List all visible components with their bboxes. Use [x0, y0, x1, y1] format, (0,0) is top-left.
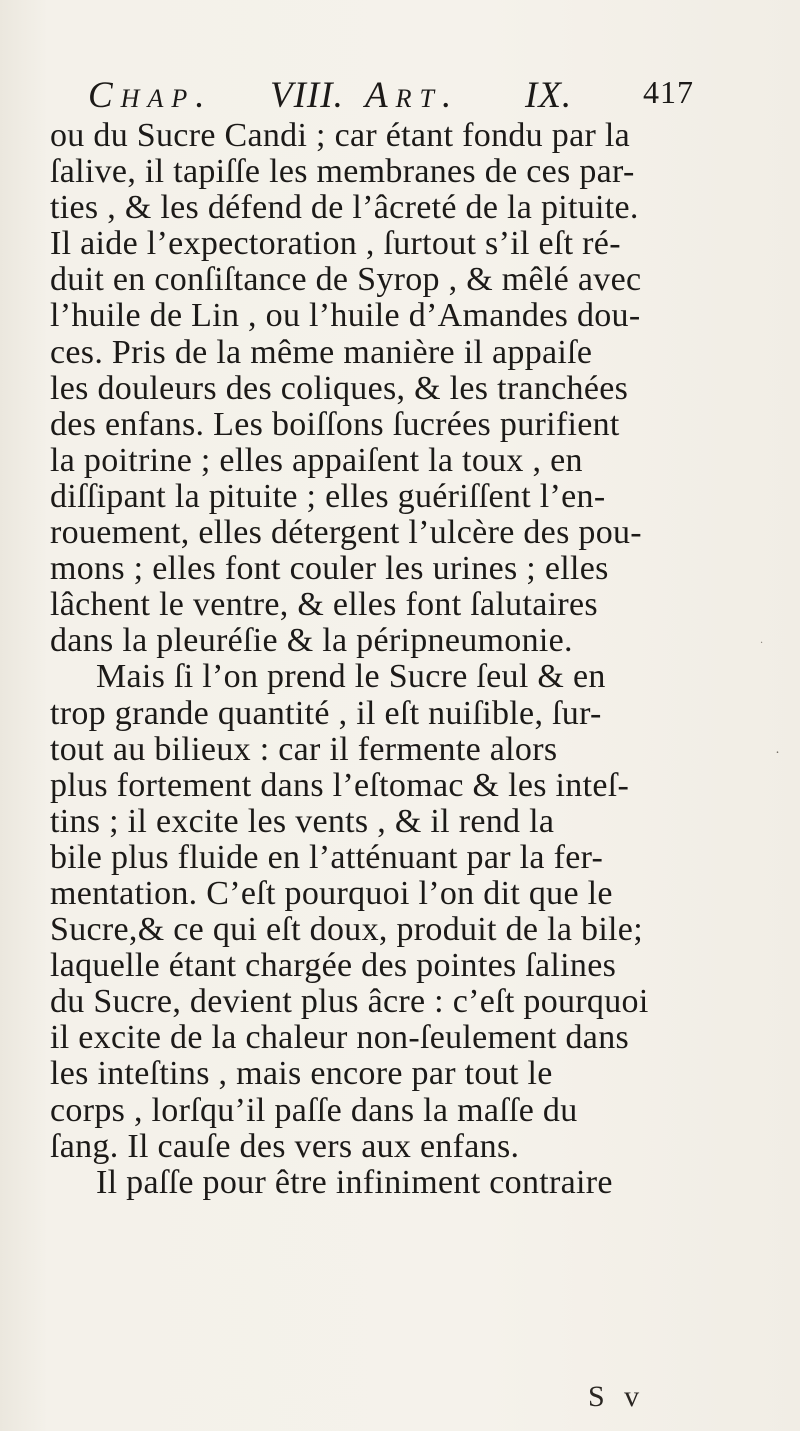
text-line: bile plus fluide en l’atténuant par la fer-	[50, 838, 604, 876]
header-chapter: Chap.	[88, 75, 213, 116]
margin-mark: ˙	[774, 750, 781, 766]
paragraph-start-line: Mais ſi l’on prend le Sucre ſeul & en	[96, 658, 606, 696]
text-line: la poitrine ; elles appaiſent la toux , en	[50, 441, 583, 479]
text-line: ces. Pris de la même manière il appaiſe	[50, 333, 593, 371]
text-line: lâchent le ventre, & elles font ſalutaires	[50, 586, 598, 624]
text-line: ſalive, il tapiſſe les membranes de ces par-	[50, 153, 635, 191]
text-line: tins ; il excite les vents , & il rend la	[50, 802, 555, 840]
text-line: rouement, elles détergent l’ulcère des pou-	[50, 514, 642, 552]
text-line: laquelle étant chargée des pointes ſalines	[50, 947, 617, 985]
text-line: ties , & les défend de l’âcreté de la pituite.	[50, 189, 639, 227]
page-number: 417	[643, 74, 694, 110]
header-article-number: IX.	[525, 75, 573, 116]
text-line: dans la pleuréſie & la péripneumonie.	[50, 622, 573, 660]
header-chapter-number: VIII.	[270, 75, 344, 116]
text-line: mons ; elles font couler les urines ; elles	[50, 550, 609, 588]
text-line: tout au bilieux : car il fermente alors	[50, 730, 558, 768]
header-article: Art.	[365, 75, 460, 116]
text-line: plus fortement dans l’eſtomac & les inteſ-	[50, 766, 630, 804]
text-line: Il aide l’expectoration , ſurtout s’il eſt ré-	[50, 225, 621, 263]
text-line: mentation. C’eſt pourquoi l’on dit que le	[50, 874, 613, 912]
text-line: Sucre,& ce qui eſt doux, produit de la bile;	[50, 911, 643, 949]
paragraph-start-line: Il paſſe pour être infiniment contraire	[96, 1163, 613, 1201]
signature-mark: S v	[588, 1380, 646, 1413]
text-line: l’huile de Lin , ou l’huile d’Amandes dou-	[50, 297, 641, 335]
text-line: corps , lorſqu’il paſſe dans la maſſe du	[50, 1091, 578, 1129]
body-text	[50, 118, 740, 1201]
text-line: ſang. Il cauſe des vers aux enfans.	[50, 1127, 520, 1165]
text-line: du Sucre, devient plus âcre : c’eſt pourquoi	[50, 983, 649, 1021]
running-header	[88, 74, 708, 120]
text-line: des enfans. Les boiſſons ſucrées purifient	[50, 405, 620, 443]
text-line: il excite de la chaleur non-ſeulement dans	[50, 1019, 630, 1057]
text-line: les douleurs des coliques, & les tranchées	[50, 369, 629, 407]
text-line: diſſipant la pituite ; elles guériſſent l’en-	[50, 477, 606, 515]
margin-speck: ·	[760, 638, 764, 649]
text-line: trop grande quantité , il eſt nuiſible, ſur-	[50, 694, 602, 732]
text-line: les inteſtins , mais encore par tout le	[50, 1055, 553, 1093]
text-line: duit en conſiſtance de Syrop , & mêlé avec	[50, 261, 642, 299]
text-line: ou du Sucre Candi ; car étant fondu par la	[50, 117, 631, 154]
